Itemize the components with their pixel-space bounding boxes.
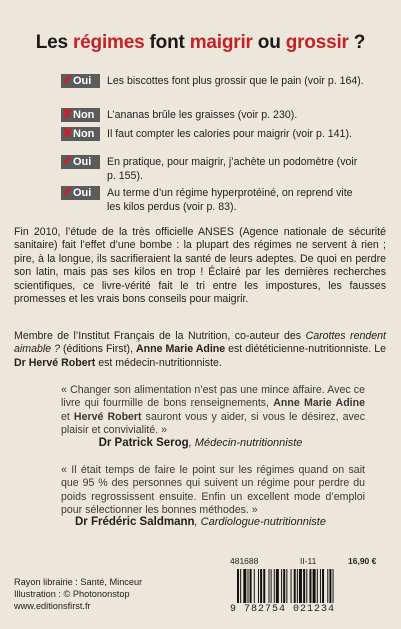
qa-text: Au terme d’un régime hyperprotéiné, on reprend vite les kilos perdus (voir p. 83).: [107, 187, 353, 213]
cross-icon: ✘: [62, 125, 73, 140]
answer-badge: ✘ Non: [61, 108, 100, 122]
testimonial-quote: « Il était temps de faire le point sur les régimes quand on sait que 95 % des personnes qui suivent un régime pour perdre du poids regrossissent ensuite. Enfin un excellent mode d’emploi pour sélectionner les bonnes méthodes. »: [61, 464, 365, 517]
headline-word-maigrir: maigrir: [189, 32, 253, 53]
qa-text: Les biscottes font plus grossir que le pain (voir p. 164).: [107, 75, 364, 87]
qa-text: L’ananas brûle les graisses (voir p. 230).: [107, 109, 298, 121]
answer-badge: ✔ Oui: [61, 186, 100, 200]
quote-signature: Dr Frédéric Saldmann, Cardiologue-nutritionniste: [75, 516, 326, 528]
check-icon: ✔: [62, 184, 73, 199]
qa-text: En pratique, pour maigrir, j’achète un podomètre (voir p. 155).: [107, 156, 358, 182]
cross-icon: ✘: [62, 106, 73, 121]
headline: Les régimes font maigrir ou grossir ?: [35, 32, 366, 53]
quote-signature: Dr Patrick Serog, Médecin-nutritionniste: [98, 437, 303, 449]
testimonial-quote: « Changer son alimentation n’est pas une mince affaire. Avec ce livre qui fourmille de bons renseignements, Anne Marie Adine et Hervé Robert sauront vous y aider, si vous le désirez, avec plaisir et convivialité. »: [61, 384, 365, 437]
authors-paragraph: Membre de l’Institut Français de la Nutrition, co-auteur des Carottes rendent aimable ? (éditions First), Anne Marie Adine est diététicienne-nutritionniste. Le Dr Hervé Robert est médecin-nutritionniste.: [14, 330, 386, 369]
check-icon: ✔: [62, 153, 73, 168]
barcode-block: [230, 556, 390, 618]
intro-paragraph: Fin 2010, l’étude de la très officielle ANSES (Agence nationale de sécurité sanitaire) fait l’effet d’une bombe : la plupart des régimes ne servent à rien ; pire, à la longue, ils sacrifieraient la santé de leurs adeptes. De quoi en perdre son latin, mais pas ses kilos en trop ! Éclairé par les dernières recherches scientifiques, ce livre-vérité fait le tri entre les impostures, les fausses promesses et les vrais bons conseils pour maigrir.: [14, 226, 386, 306]
product-code: 481688: [230, 556, 259, 566]
headline-word-grossir: grossir: [285, 32, 349, 53]
check-icon: ✔: [62, 72, 73, 87]
isbn-digits: 9 782754 021234: [230, 604, 336, 615]
publisher-url: www.editionsfirst.fr: [14, 601, 91, 611]
shelf-category: Rayon librairie : Santé, Minceur: [14, 577, 143, 587]
answer-badge: ✔ Oui: [61, 155, 100, 169]
author-name: Anne Marie Adine: [136, 343, 226, 356]
price: 16,90 €: [348, 556, 377, 566]
headline-word-regimes: régimes: [72, 32, 145, 53]
illustration-credit: Illustration : © Photononstop: [14, 589, 130, 599]
answer-badge: ✔ Oui: [61, 74, 100, 88]
answer-badge: ✘ Non: [61, 127, 100, 141]
edition-code: II-11: [300, 556, 317, 566]
qa-text: Il faut compter les calories pour maigrir (voir p. 141).: [107, 128, 352, 140]
book-title: Carottes rendent aimable ?: [14, 330, 386, 356]
publisher-info: [14, 576, 142, 612]
barcode-icon: [237, 569, 385, 603]
author-name: Dr Hervé Robert: [14, 356, 96, 369]
